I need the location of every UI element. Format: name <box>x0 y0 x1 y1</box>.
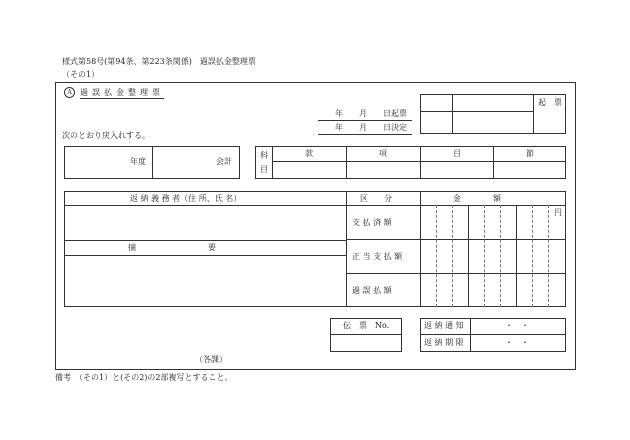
department-label: （各課） <box>195 355 227 364</box>
slip-number-label: 伝 票 No. <box>343 321 390 330</box>
budget-account-box <box>255 146 566 179</box>
return-notice-label: 返 納 通 知 <box>424 321 464 330</box>
currency-unit: 円 <box>554 208 562 217</box>
budget-col-kan: 款 <box>305 149 313 158</box>
budget-col-setsu: 節 <box>526 149 534 158</box>
approval-label: 起 票 <box>538 98 562 107</box>
return-notice-value: ・ ・ <box>505 321 529 330</box>
amount-header: 金 額 <box>453 194 501 203</box>
class-header: 区 分 <box>360 194 392 203</box>
date-decided: 年 月 日決定 <box>335 123 407 132</box>
summary-header: 摘 要 <box>128 243 216 252</box>
fiscal-year-label: 年度 <box>130 157 146 166</box>
instruction-text: 次のとおり戻入れする。 <box>62 131 150 140</box>
form-title: 様式第58号(第94条、第223条関係) 過誤払金整理票 <box>62 57 256 66</box>
copy-label: （その1） <box>62 70 100 79</box>
footer-note: 備考 （その1）と(その2)の2部複写とすること。 <box>55 373 233 382</box>
row-proper-payment: 正 当 支 払 額 <box>352 252 403 261</box>
date-raised: 年 月 日起票 <box>335 109 407 118</box>
return-deadline-label: 返 納 期 限 <box>424 338 464 347</box>
budget-col-moku: 目 <box>453 149 461 158</box>
form-mark: A <box>64 87 75 98</box>
row-erroneous-payment: 過 誤 払 額 <box>352 286 392 295</box>
budget-col-kou: 項 <box>379 149 387 158</box>
accounting-label: 会計 <box>216 157 232 166</box>
row-paid-amount: 支 払 済 額 <box>352 218 392 227</box>
payer-header: 返 納 義 務 者（住 所、氏 名） <box>130 194 242 203</box>
account-head-label-2: 目 <box>260 165 268 174</box>
slip-title: 過誤払金整理票 <box>80 88 164 97</box>
return-deadline-value: ・ ・ <box>505 338 529 347</box>
account-head-label: 科 <box>260 151 268 160</box>
